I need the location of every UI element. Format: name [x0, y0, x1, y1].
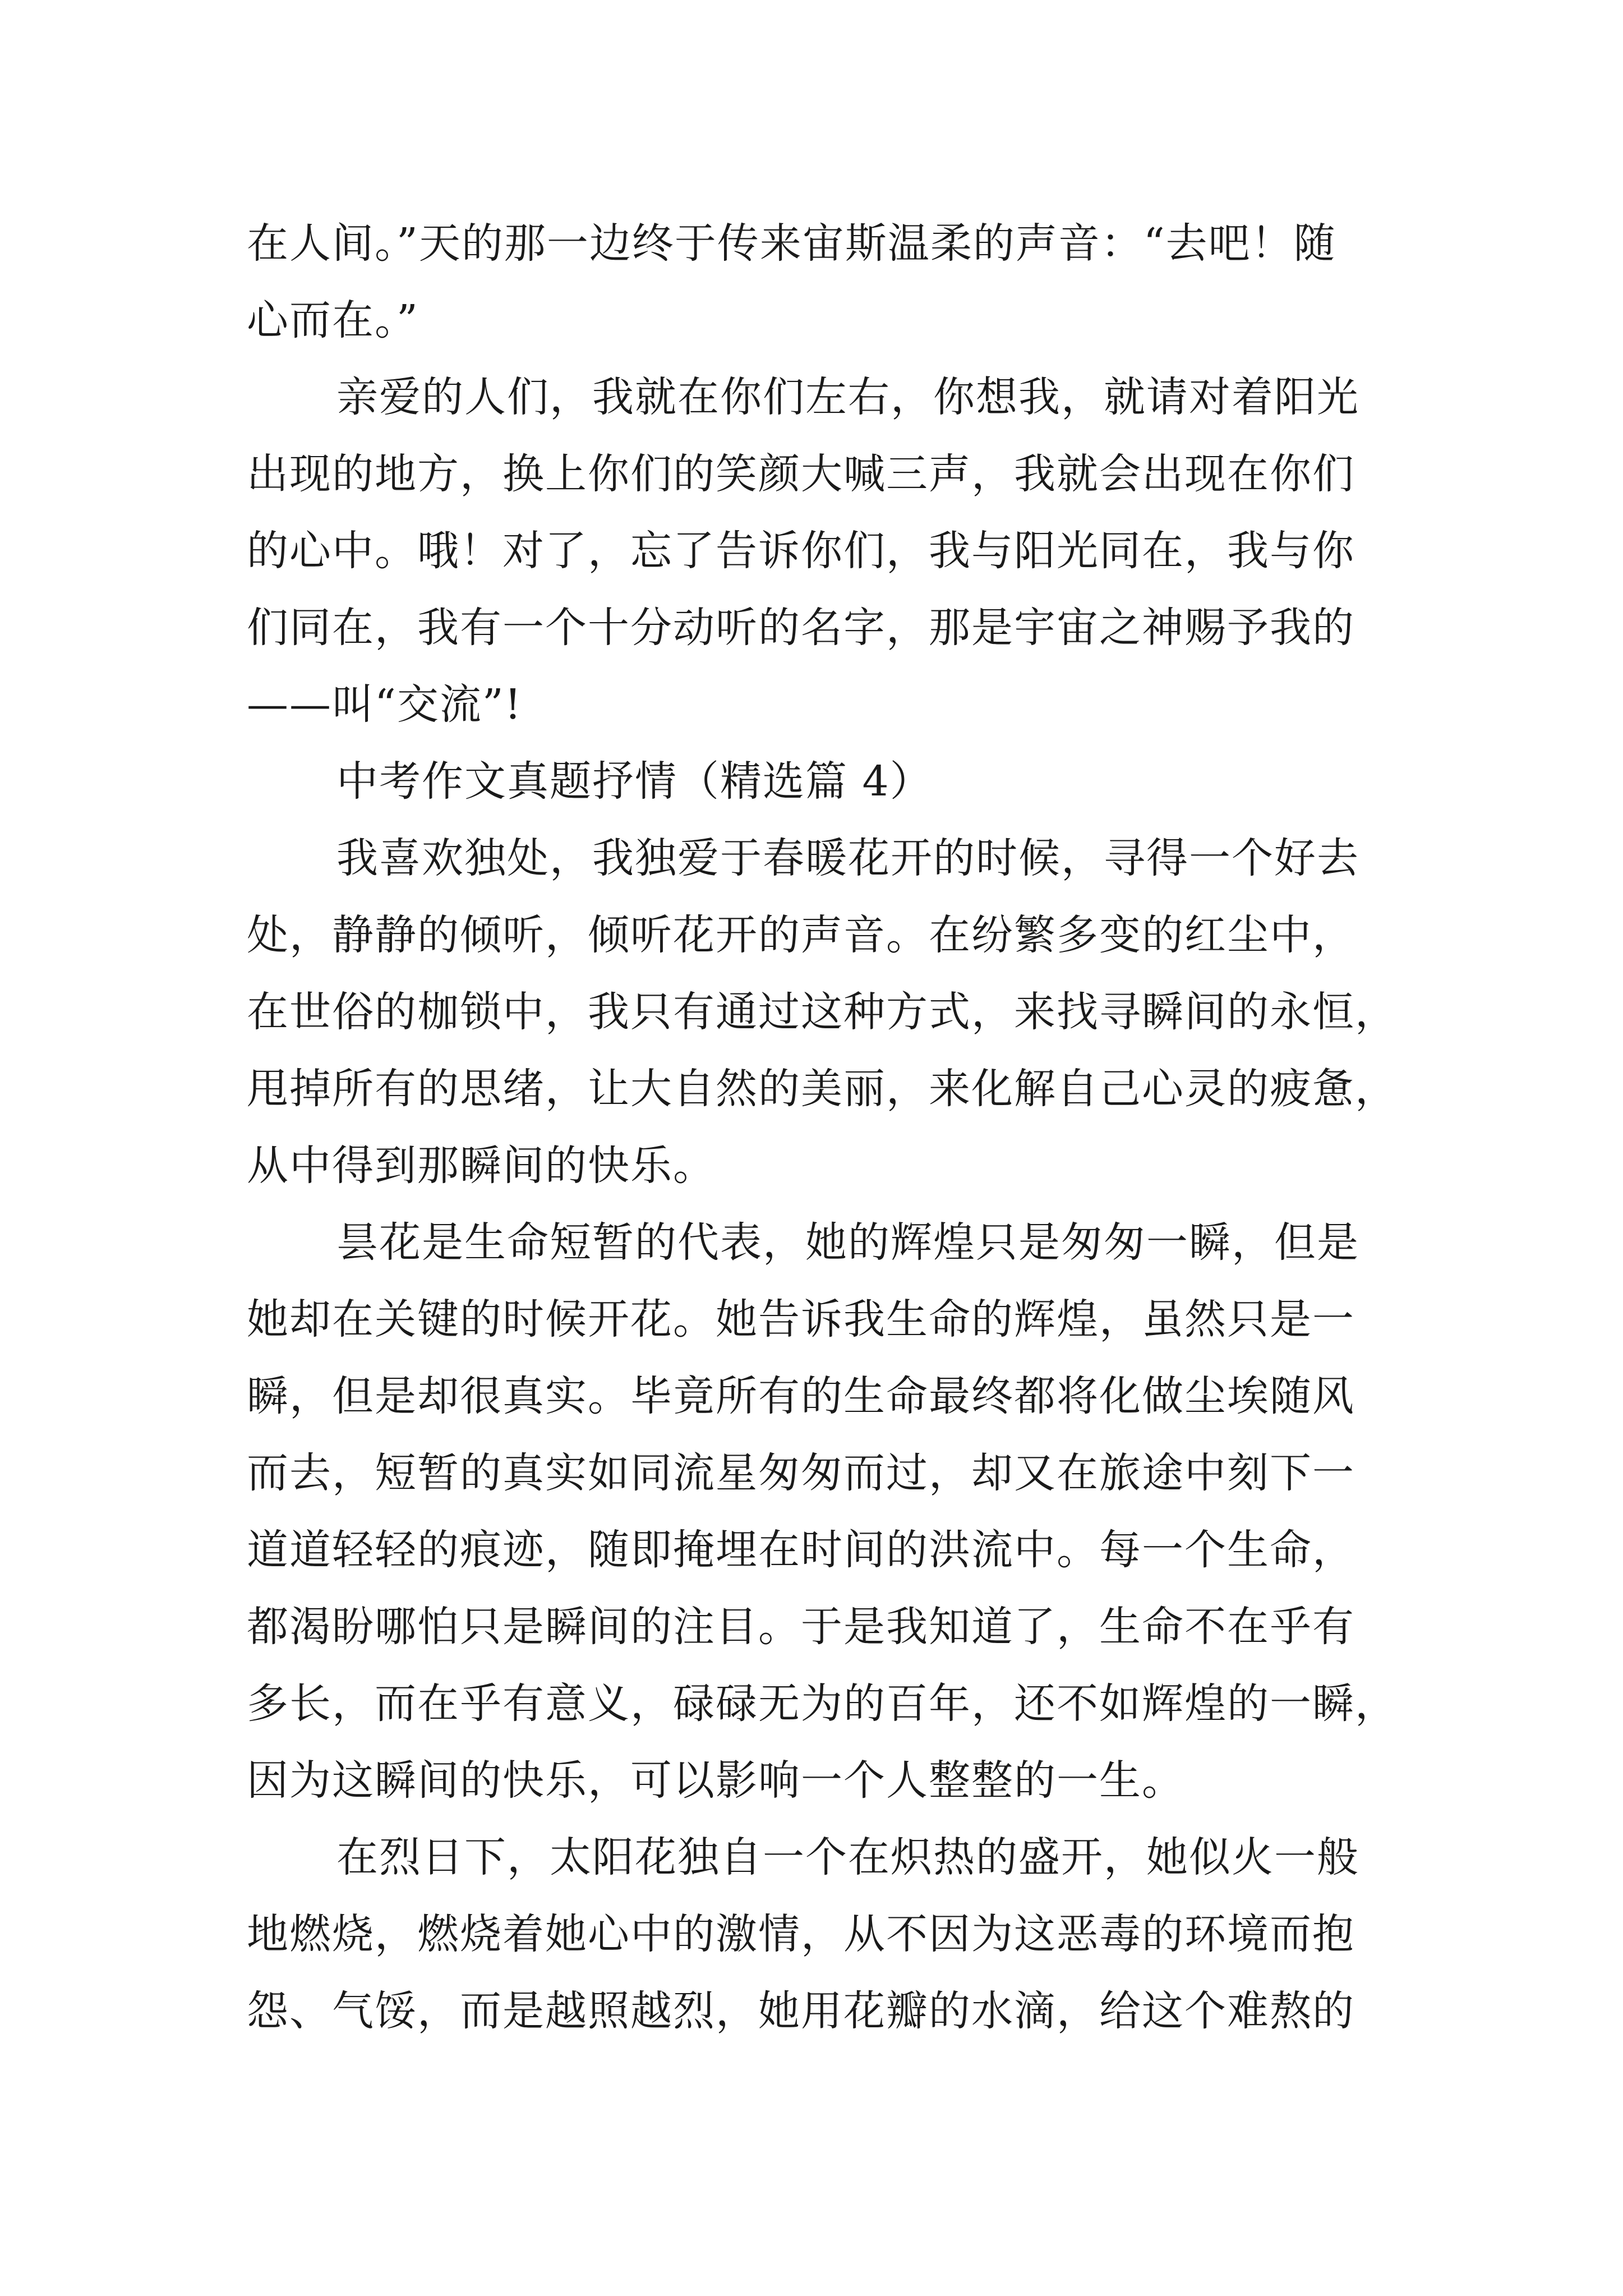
text-line: 而去，短暂的真实如同流星匆匆而过，却又在旅途中刻下一 [247, 1449, 1355, 1497]
paragraph-start-line: 我喜欢独处，我独爱于春暖花开的时候，寻得一个好去 [336, 834, 1359, 882]
text-line: 多长，而在乎有意义，碌碌无为的百年，还不如辉煌的一瞬， [247, 1680, 1398, 1728]
text-line: 她却在关键的时候开花。她告诉我生命的辉煌，虽然只是一 [247, 1295, 1355, 1343]
text-line: 甩掉所有的思绪，让大自然的美丽，来化解自己心灵的疲惫， [247, 1065, 1398, 1113]
paragraph-start-line: 昙花是生命短暂的代表，她的辉煌只是匆匆一瞬，但是 [336, 1218, 1359, 1267]
text-line: 在人间。”天的那一边终于传来宙斯温柔的声音：“去吧！随 [247, 219, 1336, 268]
section-heading: 中考作文真题抒情（精选篇 4） [336, 757, 933, 806]
text-line: 怨、气馁，而是越照越烈，她用花瓣的水滴，给这个难熬的 [247, 1987, 1355, 2035]
text-line: 瞬，但是却很真实。毕竟所有的生命最终都将化做尘埃随风 [247, 1372, 1355, 1420]
text-line: 在世俗的枷锁中，我只有通过这种方式，来找寻瞬间的永恒， [247, 988, 1398, 1036]
text-line: 出现的地方，换上你们的笑颜大喊三声，我就会出现在你们 [247, 450, 1355, 498]
text-line: 都渴盼哪怕只是瞬间的注目。于是我知道了，生命不在乎有 [247, 1603, 1355, 1651]
text-line: 们同在，我有一个十分动听的名字，那是宇宙之神赐予我的 [247, 604, 1355, 652]
text-line: 处，静静的倾听，倾听花开的声音。在纷繁多变的红尘中， [247, 911, 1355, 959]
text-line: 的心中。哦！对了，忘了告诉你们，我与阳光同在，我与你 [247, 527, 1355, 575]
text-line: 心而在。” [247, 296, 419, 344]
paragraph-start-line: 在烈日下，太阳花独自一个在炽热的盛开，她似火一般 [336, 1833, 1359, 1881]
text-line: 地燃烧，燃烧着她心中的激情，从不因为这恶毒的环境而抱 [247, 1910, 1355, 1958]
text-line: ——叫“交流”! [247, 680, 523, 729]
paragraph-start-line: 亲爱的人们，我就在你们左右，你想我，就请对着阳光 [336, 373, 1359, 421]
text-line: 从中得到那瞬间的快乐。 [247, 1142, 716, 1190]
text-line: 因为这瞬间的快乐，可以影响一个人整整的一生。 [247, 1756, 1184, 1805]
text-line: 道道轻轻的痕迹，随即掩埋在时间的洪流中。每一个生命， [247, 1526, 1355, 1574]
